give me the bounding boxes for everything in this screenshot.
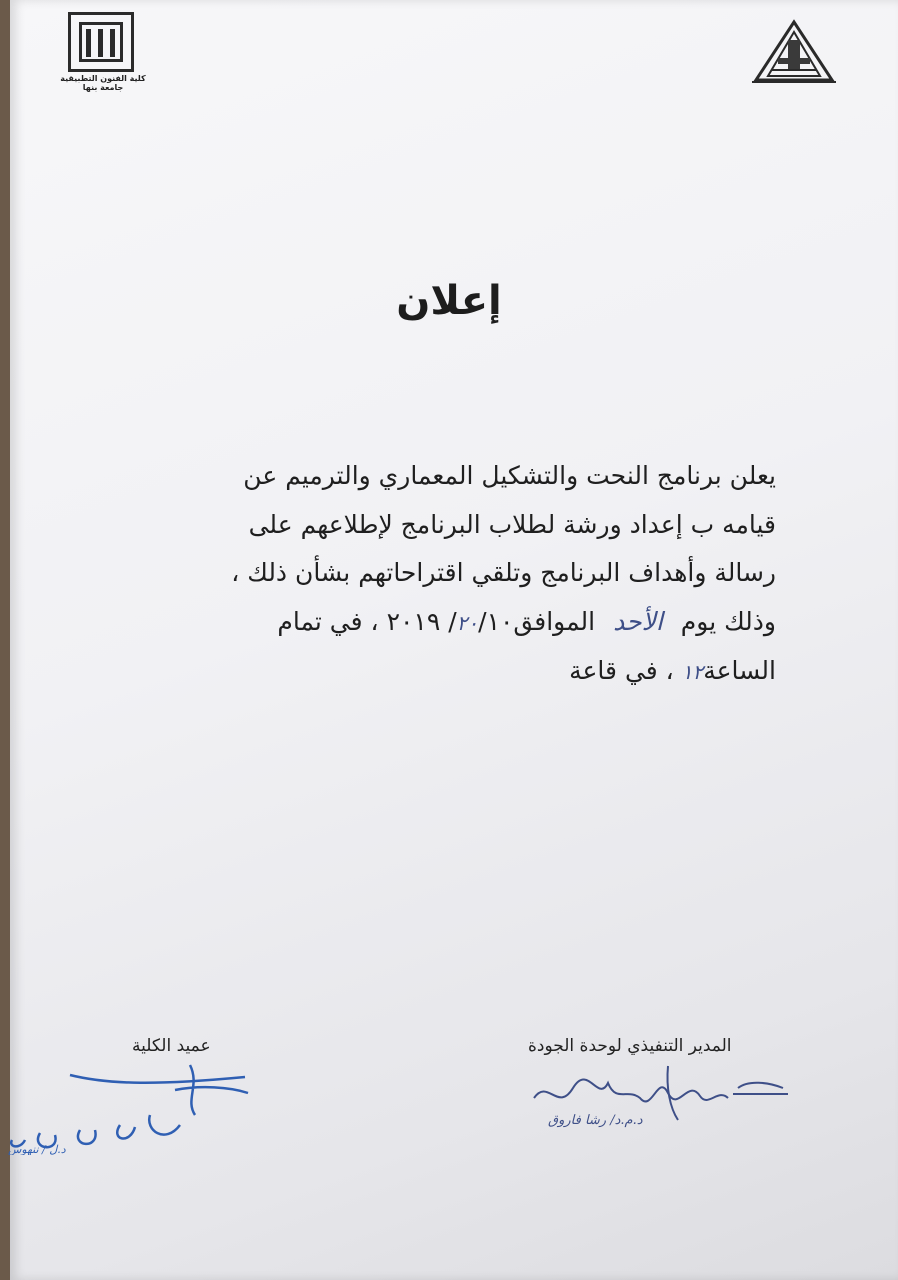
dean-signature-text: د.ل / ننهوس [8, 1143, 66, 1155]
handwritten-day: الأحد [613, 606, 663, 636]
body-line-4-middle: الموافق [513, 606, 596, 636]
quality-director-signature-text: د.م.د/ رشا فاروق [548, 1113, 643, 1128]
body-line-5-end: ، في قاعة [569, 656, 682, 685]
dean-title: عميد الكلية [132, 1036, 211, 1056]
body-line-4-end: /١٠/ ٢٠١٩ ، في تمام [277, 606, 514, 636]
body-line-4 [136, 598, 776, 648]
body-line-5-start: الساعة [703, 656, 776, 685]
announcement-title: إعلان [396, 278, 502, 324]
university-emblem [748, 18, 840, 84]
body-line-1: يعلن برنامج النحت والتشكيل المعماري والترميم عن [243, 461, 776, 490]
quality-unit-director-title: المدير التنفيذي لوحدة الجودة [528, 1036, 732, 1056]
body-line-4-start: وذلك يوم [680, 606, 776, 636]
college-logo-caption [58, 74, 148, 92]
body-line-5 [136, 647, 776, 697]
college-name: كلية الفنون التطبيقية [60, 74, 146, 83]
quality-director-signature [528, 1058, 798, 1128]
body-line-3: رسالة وأهداف البرنامج وتلقي اقتراحاتهم بشأن ذلك ، [231, 558, 776, 587]
handwritten-hour: ١٢ [681, 660, 704, 684]
university-name: جامعة بنها [82, 83, 124, 92]
handwritten-day-number: ٢٠ [456, 610, 479, 635]
body-line-2: قيامه ب إعداد ورشة لطلاب البرنامج لإطلاعهم على [248, 509, 776, 539]
dean-signature [0, 1055, 270, 1155]
college-logo-mark [68, 12, 134, 72]
college-logo [58, 10, 148, 90]
announcement-body [136, 452, 776, 697]
